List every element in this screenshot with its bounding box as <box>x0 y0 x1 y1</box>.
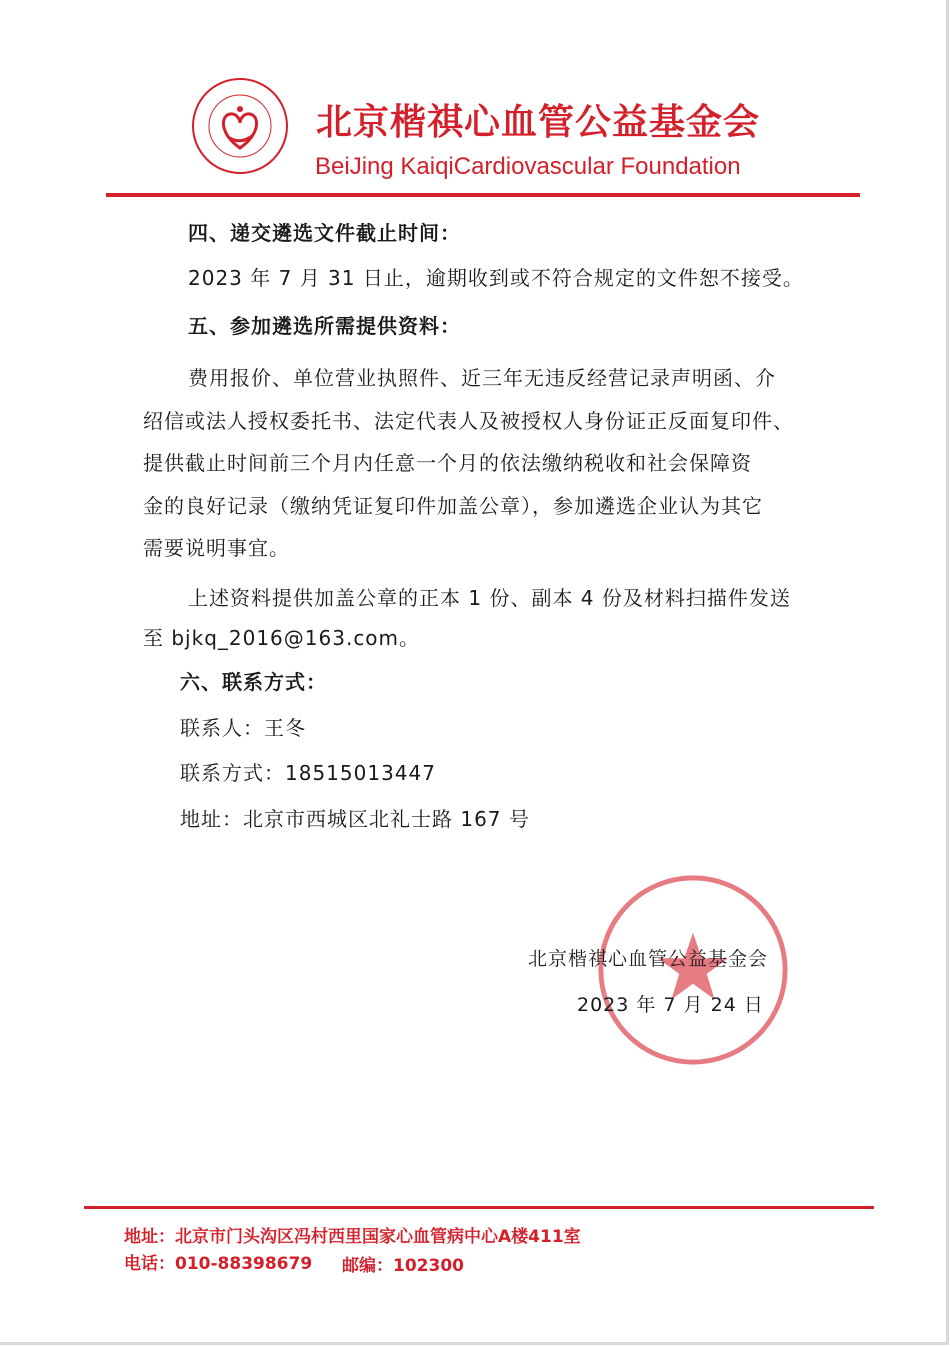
section6-heading: 六、联系方式： <box>180 670 327 694</box>
section5-line: 提供截止时间前三个月内任意一个月的依法缴纳税收和社会保障资 <box>143 451 752 475</box>
contact-address: 地址：北京市西城区北礼士路 167 号 <box>180 807 530 831</box>
footer-phone: 电话：010-88398679 <box>124 1254 313 1274</box>
signature-org: 北京楷祺心血管公益基金会 <box>528 948 769 970</box>
section5-line: 金的良好记录（缴纳凭证复印件加盖公章），参加遴选企业认为其它 <box>143 494 763 518</box>
foundation-logo-icon <box>190 76 290 176</box>
org-name-en: BeiJing KaiqiCardiovascular Foundation <box>315 153 741 180</box>
footer-divider <box>84 1206 874 1209</box>
footer-postcode: 邮编：102300 <box>342 1256 464 1276</box>
signature-date: 2023 年 7 月 24 日 <box>577 994 764 1016</box>
section5-heading: 五、参加遴选所需提供资料： <box>188 314 461 338</box>
section5-line: 费用报价、单位营业执照件、近三年无违反经营记录声明函、介 <box>188 366 776 390</box>
section5-line: 需要说明事宜。 <box>143 536 290 560</box>
section4-text: 2023 年 7 月 31 日止，逾期收到或不符合规定的文件恕不接受。 <box>188 266 804 290</box>
section5-line: 绍信或法人授权委托书、法定代表人及被授权人身份证正反面复印件、 <box>143 409 794 433</box>
footer-address: 地址：北京市门头沟区冯村西里国家心血管病中心A楼411室 <box>124 1227 581 1247</box>
header-divider <box>106 193 860 197</box>
org-name-cn: 北京楷祺心血管公益基金会 <box>316 102 761 143</box>
section4-heading: 四、递交遴选文件截止时间： <box>188 221 461 245</box>
submission-email-line: 至 bjkq_2016@163.com。 <box>143 626 421 650</box>
contact-person: 联系人：王冬 <box>180 716 306 740</box>
submission-line: 上述资料提供加盖公章的正本 1 份、副本 4 份及材料扫描件发送 <box>188 586 791 610</box>
contact-phone: 联系方式：18515013447 <box>180 761 436 785</box>
